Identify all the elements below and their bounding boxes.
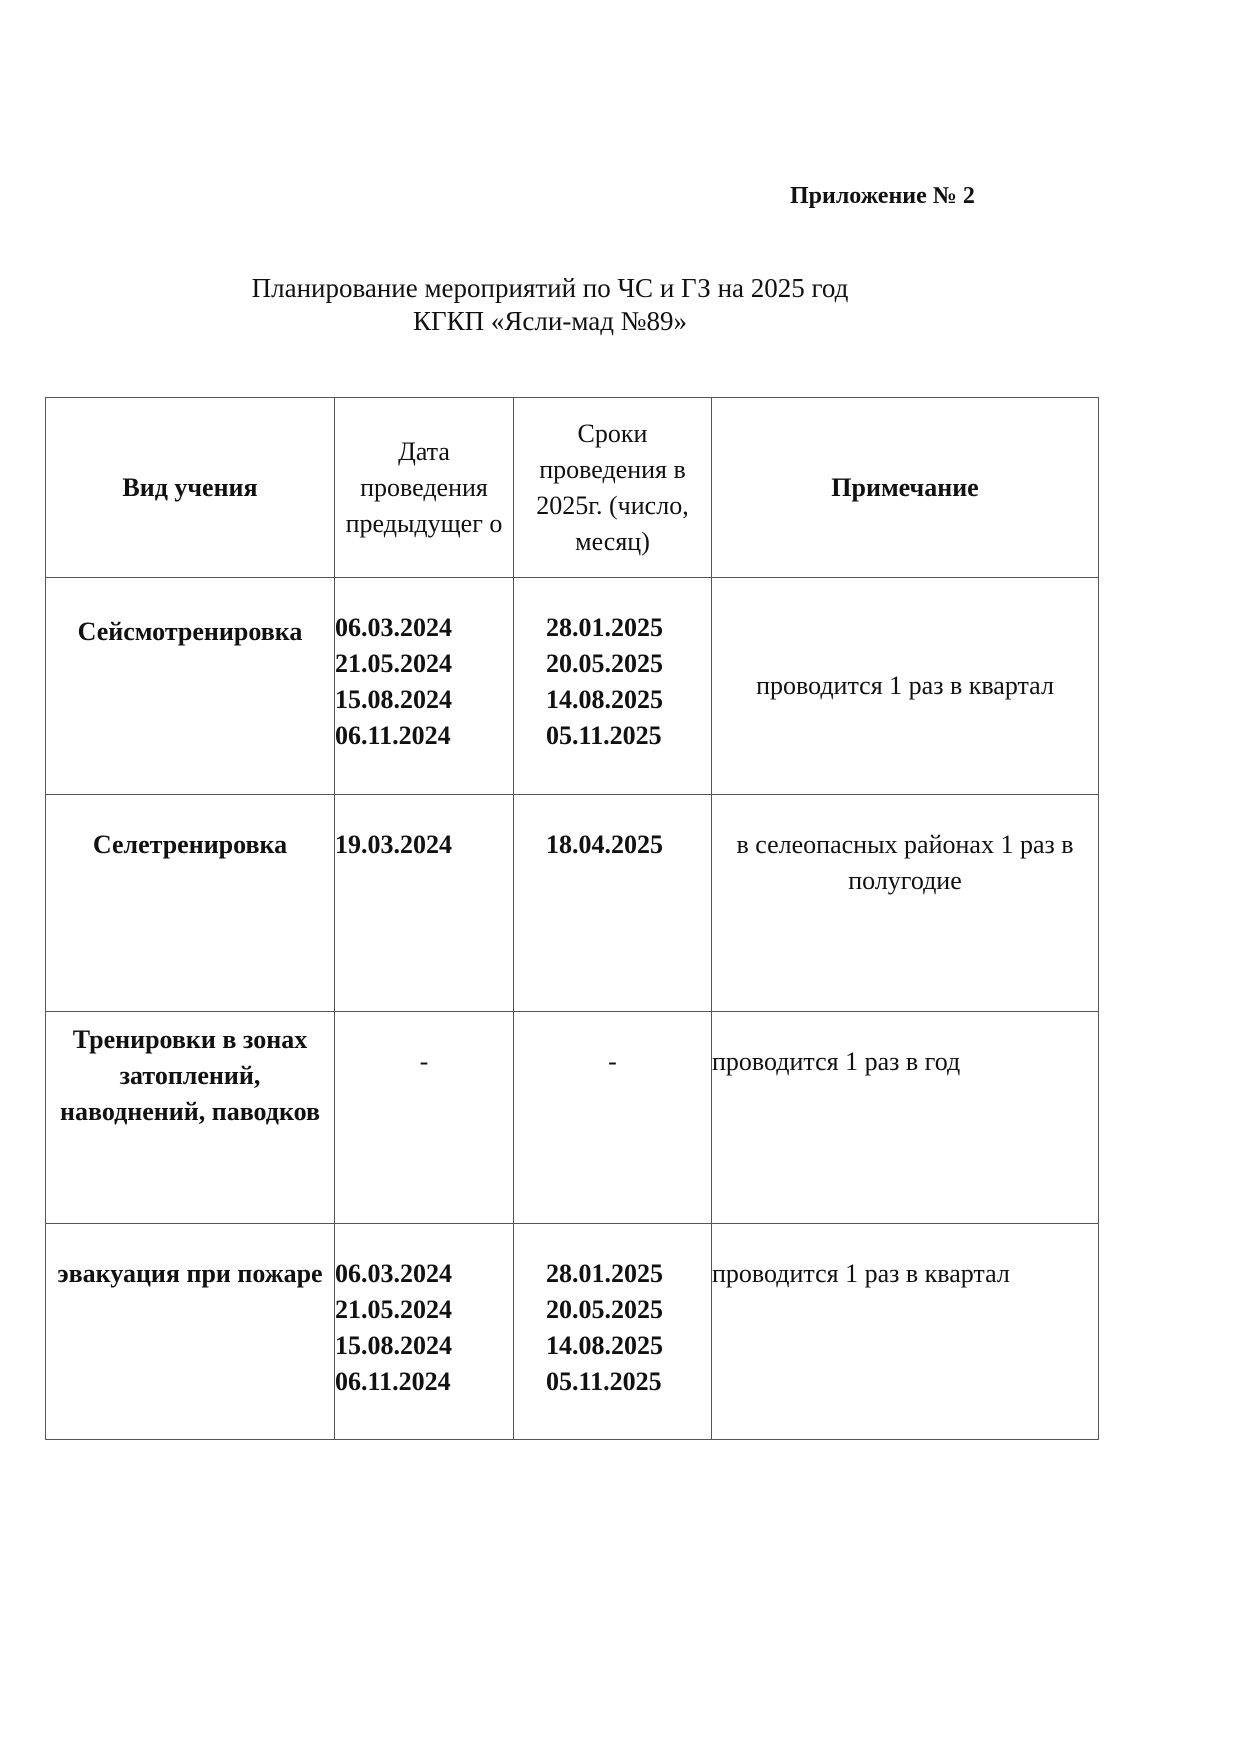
previous-dates: - xyxy=(335,1012,514,1224)
exercise-type: эвакуация при пожаре xyxy=(46,1224,335,1440)
note-text: проводится 1 раз в год xyxy=(712,1012,1099,1224)
exercise-type: Тренировки в зонах затоплений, наводнений, паводков xyxy=(46,1012,335,1224)
date-value: 20.05.2025 xyxy=(546,649,663,678)
header-exercise-type: Вид учения xyxy=(46,398,335,578)
date-value: 20.05.2025 xyxy=(546,1295,663,1324)
planned-dates xyxy=(514,578,712,795)
date-value: 06.03.2024 xyxy=(335,613,452,642)
date-value: 06.11.2024 xyxy=(335,721,451,750)
exercise-type: Селетренировка xyxy=(46,795,335,1012)
date-value: 18.04.2025 xyxy=(546,830,663,859)
table-row xyxy=(46,1224,1099,1440)
date-value: 05.11.2025 xyxy=(546,721,662,750)
date-value: 06.11.2024 xyxy=(335,1367,451,1396)
table-header-row xyxy=(46,398,1099,578)
title-line-2: КГКП «Ясли-мад №89» xyxy=(413,306,687,336)
date-value: 28.01.2025 xyxy=(546,613,663,642)
note-text: проводится 1 раз в квартал xyxy=(712,1224,1099,1440)
planned-dates xyxy=(514,795,712,1012)
date-value: 14.08.2025 xyxy=(546,1331,663,1360)
header-previous-date: Дата проведения предыдущег о xyxy=(335,398,514,578)
schedule-table xyxy=(45,397,1099,1440)
date-value: 21.05.2024 xyxy=(335,1295,452,1324)
note-text: проводится 1 раз в квартал xyxy=(712,578,1099,795)
date-value: 28.01.2025 xyxy=(546,1259,663,1288)
date-value: 15.08.2024 xyxy=(335,1331,452,1360)
previous-dates xyxy=(335,578,514,795)
date-value: 06.03.2024 xyxy=(335,1259,452,1288)
header-note: Примечание xyxy=(712,398,1099,578)
date-value: 21.05.2024 xyxy=(335,649,452,678)
title-line-1: Планирование мероприятий по ЧС и ГЗ на 2025 год xyxy=(251,273,849,303)
document-title xyxy=(190,272,910,338)
previous-dates xyxy=(335,795,514,1012)
date-value: 05.11.2025 xyxy=(546,1367,662,1396)
planned-dates: - xyxy=(514,1012,712,1224)
exercise-type: Сейсмотренировка xyxy=(46,578,335,795)
table-row xyxy=(46,795,1099,1012)
note-text: в селеопасных районах 1 раз в полугодие xyxy=(712,795,1099,1012)
appendix-label: Приложение № 2 xyxy=(790,183,975,209)
date-value: 15.08.2024 xyxy=(335,685,452,714)
previous-dates xyxy=(335,1224,514,1440)
table-row xyxy=(46,1012,1099,1224)
planned-dates xyxy=(514,1224,712,1440)
date-value: 14.08.2025 xyxy=(546,685,663,714)
date-value: 19.03.2024 xyxy=(335,830,452,859)
header-planned-dates: Сроки проведения в 2025г. (число, месяц) xyxy=(514,398,712,578)
table-row xyxy=(46,578,1099,795)
